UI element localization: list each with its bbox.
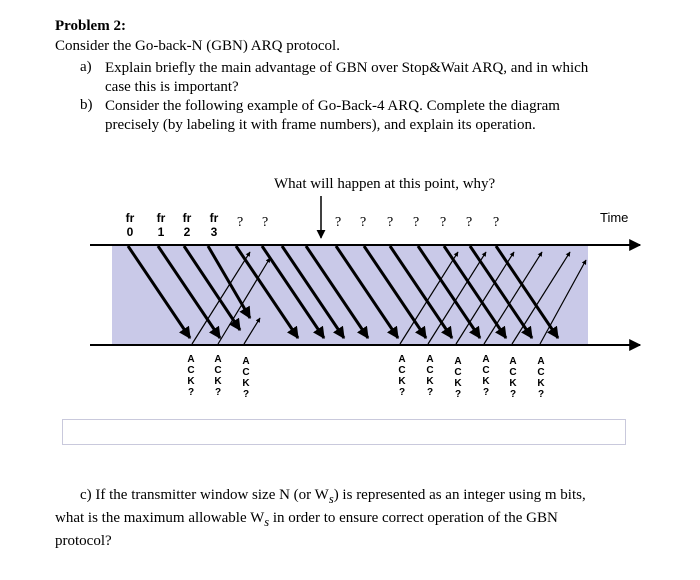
unknown-frame-mark: ? — [440, 215, 447, 230]
part-a-label: a) — [80, 59, 92, 75]
time-label: Time — [600, 210, 629, 225]
part-b-label: b) — [80, 97, 93, 113]
unknown-frame-mark: ? — [262, 215, 269, 230]
part-b-line1: Consider the following example of Go-Back-4 ARQ. Complete the diagram — [105, 98, 560, 114]
unknown-frame-mark: ? — [466, 215, 473, 230]
unknown-frame-mark: ? — [335, 215, 342, 230]
answer-input-field[interactable] — [62, 419, 626, 445]
problem-intro: Consider the Go-back-N (GBN) ARQ protocol. — [55, 38, 340, 54]
unknown-frame-mark: ? — [493, 215, 500, 230]
ack-label: A C K ? — [454, 356, 462, 400]
problem-title: Problem 2: — [55, 18, 126, 34]
part-a-line1: Explain briefly the main advantage of GBN over Stop&Wait ARQ, and in which — [105, 60, 589, 76]
unknown-frame-mark: ? — [237, 215, 244, 230]
ack-label: A C K ? — [242, 356, 250, 400]
frame-label-0: fr 0 — [125, 211, 135, 239]
unknown-frame-mark: ? — [413, 215, 420, 230]
ack-label: A C K ? — [214, 354, 222, 398]
part-c-text: c) If the transmitter window size N (or $W_s$) is represented as an integer using m bits, what is the maximum allowable $W_s$ in order to ensure correct operation of the GBN protocol? — [55, 487, 586, 549]
ack-label: A C K ? — [426, 354, 434, 398]
unknown-frame-mark: ? — [387, 215, 394, 230]
ack-label: A C K ? — [187, 354, 195, 398]
ack-label: A C K ? — [537, 356, 545, 400]
part-a-line2: case this is important? — [105, 79, 239, 95]
frame-label-2: fr 2 — [182, 211, 192, 239]
ack-label: A C K ? — [398, 354, 406, 398]
ack-label: A C K ? — [509, 356, 517, 400]
unknown-frame-mark: ? — [360, 215, 367, 230]
diagram-question: What will happen at this point, why? — [274, 176, 496, 192]
part-b-line2: precisely (by labeling it with frame numbers), and explain its operation. — [105, 117, 536, 133]
frame-label-3: fr 3 — [209, 211, 219, 239]
ack-label: A C K ? — [482, 354, 490, 398]
frame-label-1: fr 1 — [156, 211, 166, 239]
